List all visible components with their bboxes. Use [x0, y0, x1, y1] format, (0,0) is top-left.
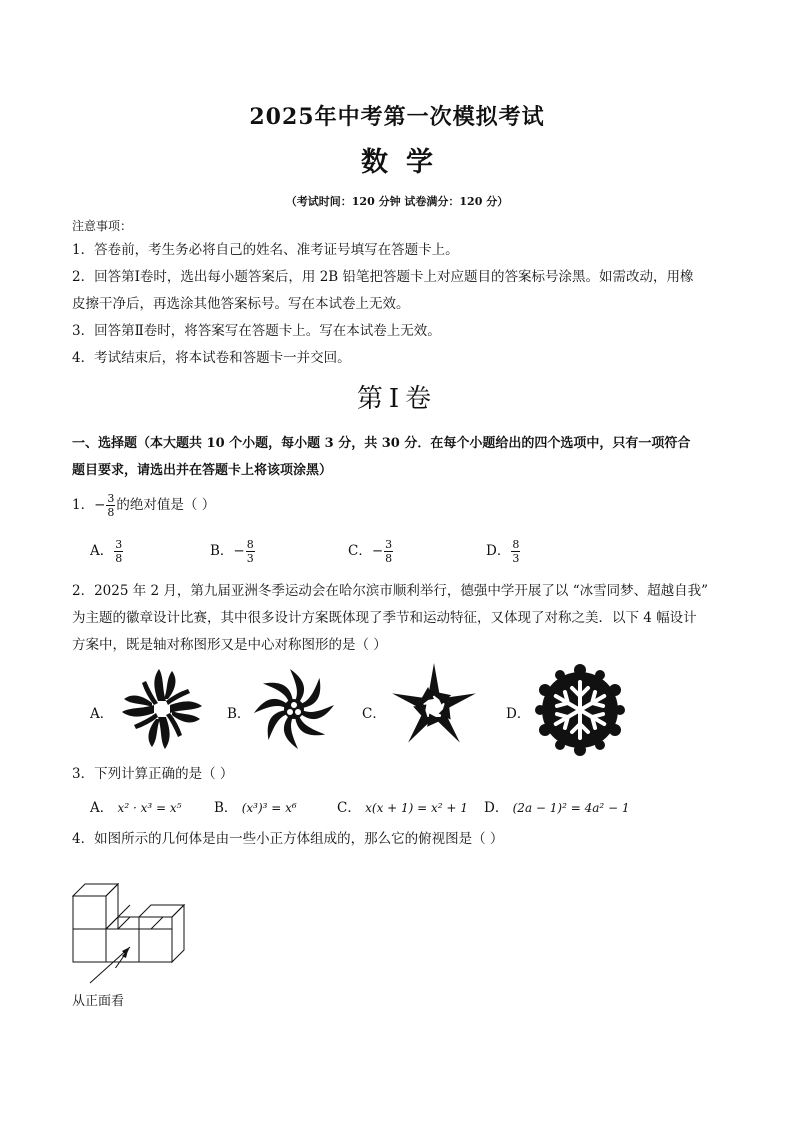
frac-den: 8 [385, 552, 393, 565]
section1-line1: 一、选择题（本大题共 10 个小题，每小题 3 分，共 30 分．在每个小题给出的四个选项中，只有一项符合 [72, 436, 691, 451]
option-label: C． [337, 800, 361, 816]
q3-option-d[interactable] [484, 796, 630, 816]
question-2-line3: 方案中，既是轴对称图形又是中心对称图形的是（ ） [72, 637, 387, 653]
emblem-a-icon [118, 665, 206, 753]
exam-title: 2025年中考第一次模拟考试 [249, 104, 545, 130]
note-item-2-cont: 皮擦干净后，再选涂其他答案标号。写在本试卷上无效。 [72, 296, 410, 312]
subject-title: 数学 [361, 147, 451, 178]
note-item-1: 1．答卷前，考生务必将自己的姓名、准考证号填写在答题卡上。 [72, 242, 459, 258]
option-label: D． [484, 800, 509, 816]
frac-den: 3 [246, 552, 254, 565]
view-arrow-icon [80, 945, 140, 985]
figure-caption: 从正面看 [72, 994, 125, 1009]
q1-fraction [106, 492, 115, 519]
option-expression: (x³)³ = x⁶ [241, 801, 297, 815]
note-item-4: 4．考试结束后，将本试卷和答题卡一并交回。 [72, 350, 351, 366]
option-label: D． [486, 543, 511, 559]
frac-den: 3 [512, 552, 520, 565]
q3-option-c[interactable] [337, 796, 468, 816]
option-label: A． [90, 800, 114, 816]
option-label: B． [214, 800, 238, 816]
q1-option-a[interactable] [90, 538, 124, 565]
option-sign: − [371, 543, 384, 559]
q1-sign: − [94, 497, 106, 513]
exam-info: （考试时间：120 分钟 试卷满分：120 分） [285, 195, 509, 208]
option-label: C． [348, 543, 372, 559]
option-fraction [114, 538, 123, 565]
question-3: 3．下列计算正确的是（ ） [72, 766, 234, 782]
question-2-line1: 2．2025 年 2 月，第九届亚洲冬季运动会在哈尔滨市顺利举行，德强中学开展了以 “冰雪同梦、超越自我” [72, 583, 709, 599]
q2-option-a-label[interactable]: A． [90, 706, 114, 722]
frac-den: 8 [115, 552, 123, 565]
option-label: A． [90, 543, 114, 559]
option-fraction [511, 538, 520, 565]
option-fraction [384, 538, 393, 565]
q1-number: 1． [72, 497, 95, 513]
frac-num: 8 [246, 538, 254, 551]
q2-option-d-label[interactable]: D． [506, 706, 531, 722]
option-fraction [246, 538, 255, 565]
q3-option-b[interactable] [214, 796, 297, 816]
note-item-2: 2．回答第Ⅰ卷时，选出每小题答案后，用 2B 铅笔把答题卡上对应题目的答案标号涂黑。如需改动，用橡 [72, 269, 694, 285]
question-1 [72, 492, 215, 519]
frac-num: 8 [512, 538, 520, 551]
q1-stem: 的绝对值是（ ） [116, 497, 216, 513]
volume-title: 第Ⅰ卷 [356, 384, 438, 414]
emblem-c-icon [384, 660, 484, 754]
q1-option-b[interactable] [210, 538, 256, 565]
frac-num: 3 [385, 538, 393, 551]
option-expression: (2a − 1)² = 4a² − 1 [512, 801, 630, 815]
q1-frac-den: 8 [107, 506, 115, 519]
q1-option-d[interactable] [486, 538, 521, 565]
q1-frac-num: 3 [107, 492, 115, 505]
emblem-b-icon [250, 665, 338, 753]
q3-option-a[interactable] [90, 796, 181, 816]
q1-option-c[interactable] [348, 538, 394, 565]
option-expression: x² · x³ = x⁵ [117, 801, 182, 815]
option-label: B． [210, 543, 234, 559]
q2-option-b-label[interactable]: B． [227, 706, 251, 722]
option-sign: − [233, 543, 245, 559]
section1-line2: 题目要求，请选出并在答题卡上将该项涂黑） [72, 463, 333, 478]
option-expression: x(x + 1) = x² + 1 [365, 801, 468, 815]
frac-num: 3 [115, 538, 123, 551]
question-2-line2: 为主题的徽章设计比赛，其中很多设计方案既体现了季节和运动特征，又体现了对称之美．以下 4 幅设计 [72, 610, 697, 626]
notes-heading: 注意事项： [72, 219, 133, 233]
question-4: 4．如图所示的几何体是由一些小正方体组成的，那么它的俯视图是（ ） [72, 831, 504, 847]
emblem-d-icon [532, 664, 628, 756]
note-item-3: 3．回答第Ⅱ卷时，将答案写在答题卡上。写在本试卷上无效。 [72, 323, 441, 339]
q2-option-c-label[interactable]: C． [362, 706, 386, 722]
